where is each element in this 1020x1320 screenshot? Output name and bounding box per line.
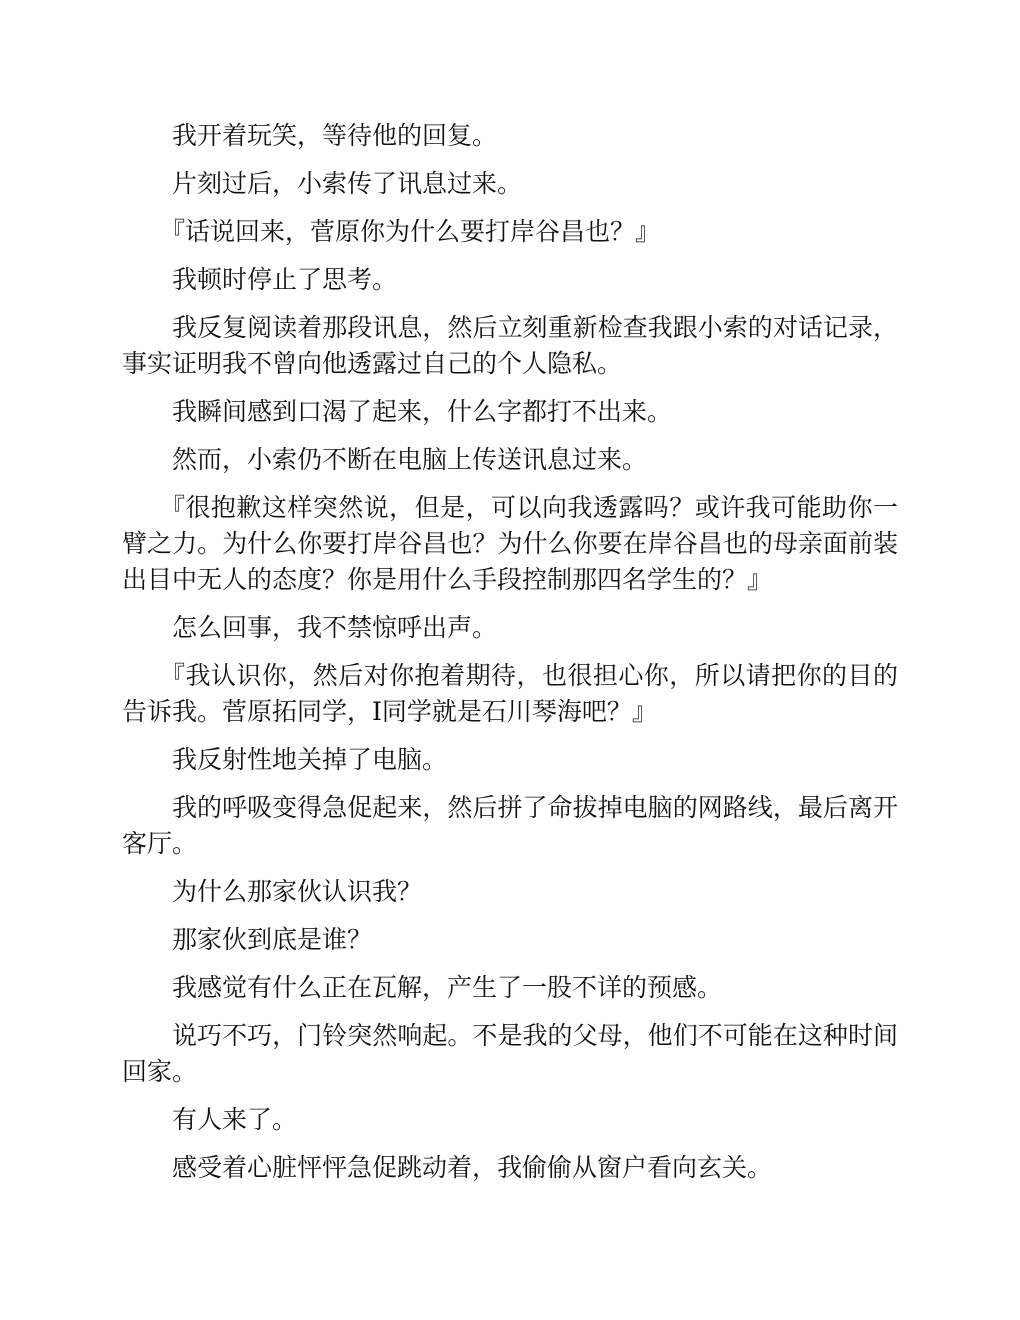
paragraph: 我感觉有什么正在瓦解，产生了一股不详的预感。 [172, 973, 723, 1002]
paragraph: 怎么回事，我不禁惊呼出声。 [172, 613, 498, 642]
paragraph: 为什么那家伙认识我？ [172, 877, 423, 906]
paragraph: 我瞬间感到口渴了起来，什么字都打不出来。 [172, 397, 673, 426]
quoted-message: 『话说回来，菅原你为什么要打岸谷昌也？』 [160, 217, 661, 246]
paragraph: 感受着心脏怦怦急促跳动着，我偷偷从窗户看向玄关。 [172, 1153, 773, 1182]
paragraph: 我顿时停止了思考。 [172, 265, 398, 294]
quoted-message: 『我认识你，然后对你抱着期待，也很担心你，所以请把你的目的告诉我。菅原拓同学，I同学就是石川琴海吧？』 [122, 661, 898, 726]
page-body [122, 118, 898, 1198]
paragraph: 我开着玩笑，等待他的回复。 [172, 121, 498, 150]
paragraph: 我的呼吸变得急促起来，然后拼了命拔掉电脑的网路线，最后离开客厅。 [122, 793, 898, 858]
paragraph: 我反复阅读着那段讯息，然后立刻重新检查我跟小索的对话记录，事实证明我不曾向他透露过自己的个人隐私。 [122, 313, 898, 378]
quoted-message: 『很抱歉这样突然说，但是，可以向我透露吗？或许我可能助你一臂之力。为什么你要打岸谷昌也？为什么你要在岸谷昌也的母亲面前装出目中无人的态度？你是用什么手段控制那四名学生的？』 [122, 493, 898, 594]
paragraph: 然而，小索仍不断在电脑上传送讯息过来。 [172, 445, 648, 474]
paragraph: 片刻过后，小索传了讯息过来。 [172, 169, 523, 198]
paragraph: 我反射性地关掉了电脑。 [172, 745, 448, 774]
paragraph: 说巧不巧，门铃突然响起。不是我的父母，他们不可能在这种时间回家。 [122, 1021, 898, 1086]
paragraph: 有人来了。 [172, 1105, 298, 1134]
paragraph: 那家伙到底是谁？ [172, 925, 373, 954]
